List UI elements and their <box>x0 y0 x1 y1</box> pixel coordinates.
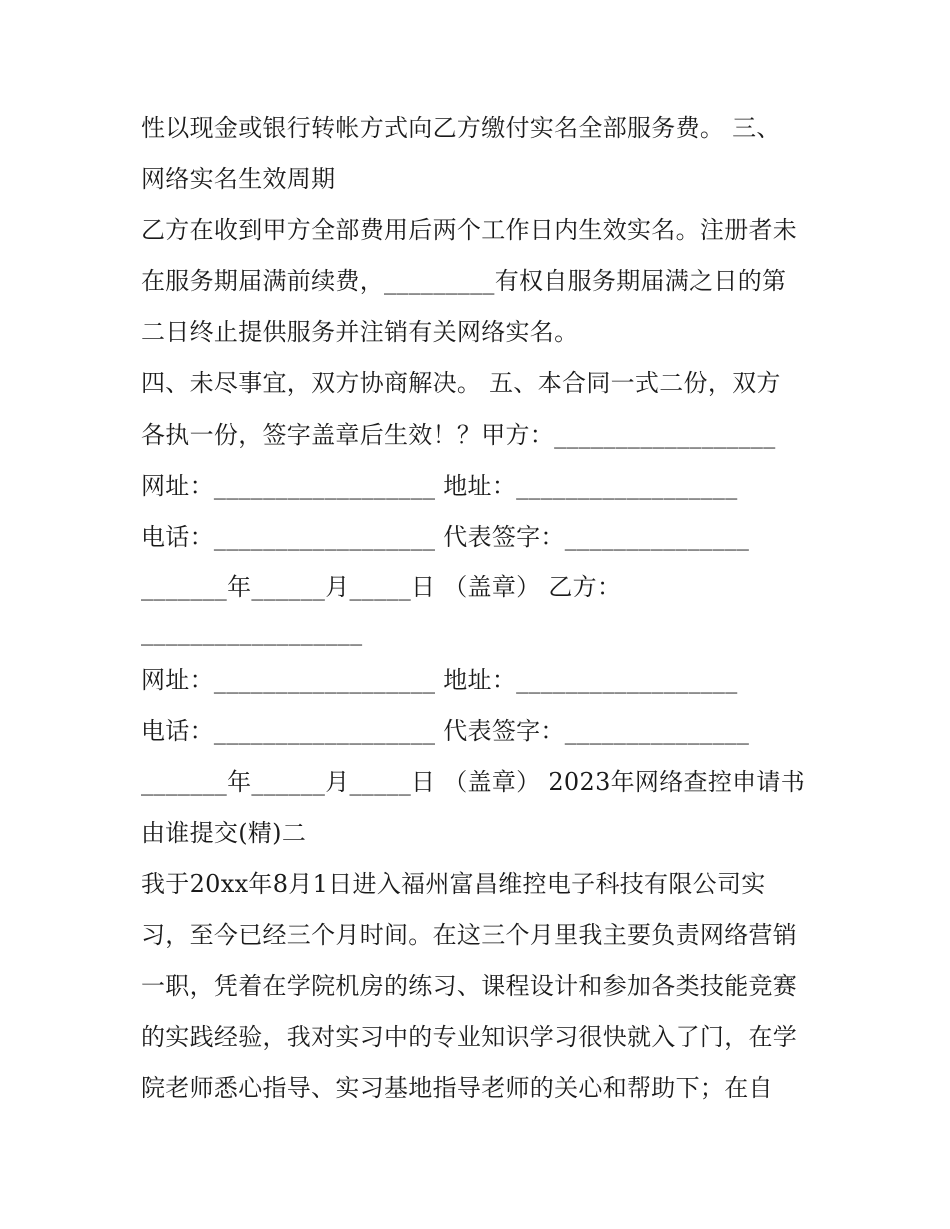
text-line: 院老师悉心指导、实习基地指导老师的关心和帮助下；在自 <box>141 1074 773 1102</box>
text-line: 由谁提交(精)二 <box>141 819 307 847</box>
text-line: 性以现金或银行转帐方式向乙方缴付实名全部服务费。 三、 <box>141 114 781 142</box>
text-line: 四、未尽事宜，双方协商解决。 五、本合同一式二份，双方 <box>141 369 781 397</box>
text-line: 的实践经验，我对实习中的专业知识学习很快就入了门，在学 <box>141 1023 798 1051</box>
text-line: 我于20xx年8月1日进入福州富昌维控电子科技有限公司实 <box>141 870 766 898</box>
text-line: 网址：__________________ 地址：__________________ <box>141 472 738 500</box>
text-line: 电话：__________________ 代表签字：_______________ <box>141 523 750 551</box>
text-line: _______年______月_____日 （盖章） 2023年网络查控申请书 <box>141 768 806 796</box>
text-line: 网址：__________________ 地址：__________________ <box>141 666 738 694</box>
text-line: 乙方在收到甲方全部费用后两个工作日内生效实名。注册者未 <box>141 216 798 244</box>
text-line: 电话：__________________ 代表签字：_______________ <box>141 717 750 745</box>
text-line: 网络实名生效周期 <box>141 165 336 193</box>
text-line: _______年______月_____日 （盖章） 乙方： <box>141 573 622 601</box>
text-line: 在服务期届满前续费，_________有权自服务期届满之日的第 <box>141 267 787 295</box>
text-line: 一职，凭着在学院机房的练习、课程设计和参加各类技能竞赛 <box>141 972 798 1000</box>
text-line: __________________ <box>141 618 363 646</box>
text-line: 各执一份，签字盖章后生效！？甲方：__________________ <box>141 421 776 449</box>
text-line: 习，至今已经三个月时间。在这三个月里我主要负责网络营销 <box>141 921 798 949</box>
text-line: 二日终止提供服务并注销有关网络实名。 <box>141 318 579 346</box>
